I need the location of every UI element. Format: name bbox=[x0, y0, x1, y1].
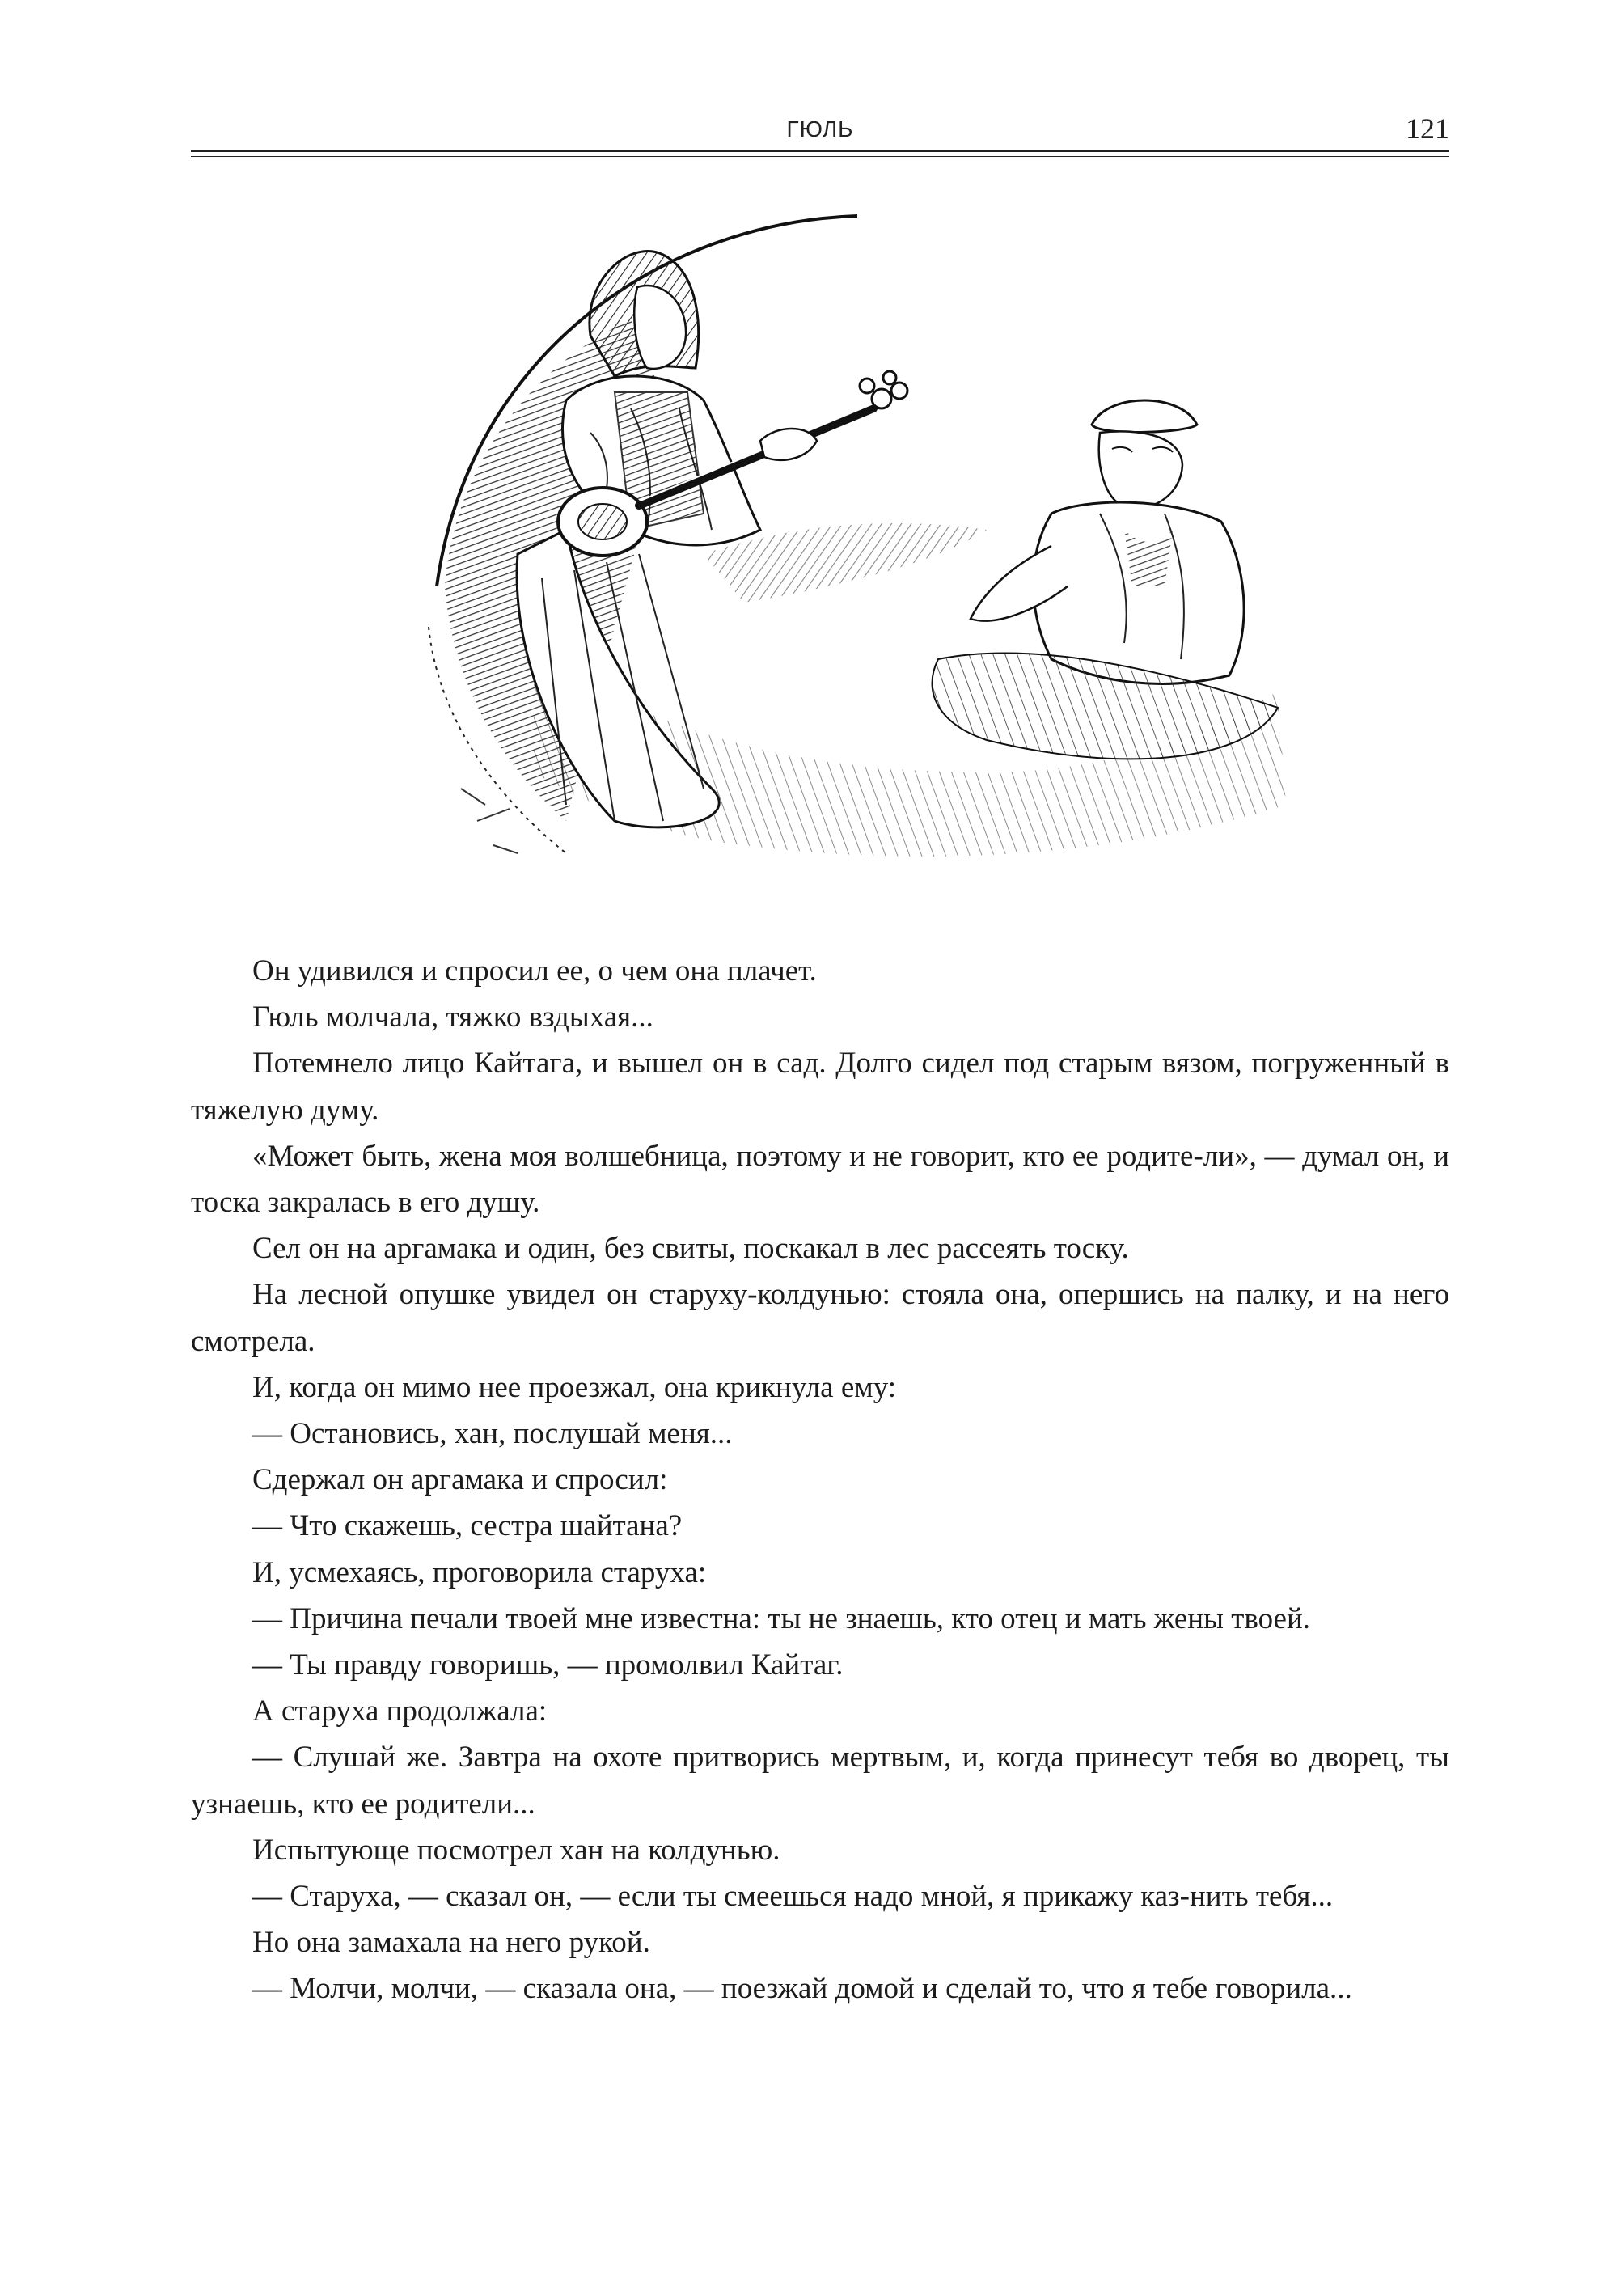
header-rule bbox=[191, 150, 1449, 152]
illustration bbox=[324, 206, 1326, 918]
running-title: ГЮЛЬ bbox=[786, 116, 854, 142]
paragraph: — Что скажешь, сестра шайтана? bbox=[252, 1509, 683, 1543]
paragraph: «Может быть, жена моя волшебница, поэтому и не говорит, кто ее родите-ли», — думал он, и тоска закралась в его душу. bbox=[191, 1139, 1449, 1220]
paragraph: Он удивился и спросил ее, о чем она плачет. bbox=[252, 954, 817, 988]
engraving-vignette-icon bbox=[324, 206, 1326, 918]
paragraph: Сел он на аргамака и один, без свиты, поскакал в лес рассеять тоску. bbox=[252, 1232, 1129, 1266]
paragraph: Испытующе посмотрел хан на колдунью. bbox=[252, 1833, 780, 1867]
paragraph: — Ты правду говоришь, — промолвил Кайтаг. bbox=[252, 1648, 844, 1682]
paragraph: — Молчи, молчи, — сказала она, — поезжай домой и сделай то, что я тебе говорила... bbox=[252, 1972, 1352, 2006]
paragraph: И, усмехаясь, проговорила старуха: bbox=[252, 1555, 707, 1589]
paragraph: И, когда он мимо нее проезжал, она крикнула ему: bbox=[252, 1370, 896, 1404]
body-text bbox=[191, 948, 1449, 2012]
header-rule-thin bbox=[191, 156, 1449, 157]
paragraph: — Причина печали твоей мне известна: ты не знаешь, кто отец и мать жены твоей. bbox=[252, 1601, 1311, 1635]
page-number: 121 bbox=[1406, 112, 1449, 145]
paragraph: Гюль молчала, тяжко вздыхая... bbox=[252, 1001, 653, 1034]
paragraph: А старуха продолжала: bbox=[252, 1694, 548, 1728]
paragraph: — Старуха, — сказал он, — если ты смеешься надо мной, я прикажу каз-нить тебя... bbox=[252, 1880, 1334, 1914]
paragraph: — Слушай же. Завтра на охоте притворись мертвым, и, когда принесут тебя во дворец, ты узнаешь, кто ее родители... bbox=[191, 1741, 1449, 1821]
paragraph: Сдержал он аргамака и спросил: bbox=[252, 1463, 668, 1497]
paragraph: Но она замахала на него рукой. bbox=[252, 1926, 650, 1960]
paragraph: Потемнело лицо Кайтага, и вышел он в сад. Долго сидел под старым вязом, погруженный в тяжелую думу. bbox=[191, 1047, 1449, 1127]
paragraph: На лесной опушке увидел он старуху-колдунью: стояла она, опершись на палку, и на него смотрела. bbox=[191, 1278, 1449, 1358]
paragraph: — Остановись, хан, послушай меня... bbox=[252, 1417, 733, 1451]
